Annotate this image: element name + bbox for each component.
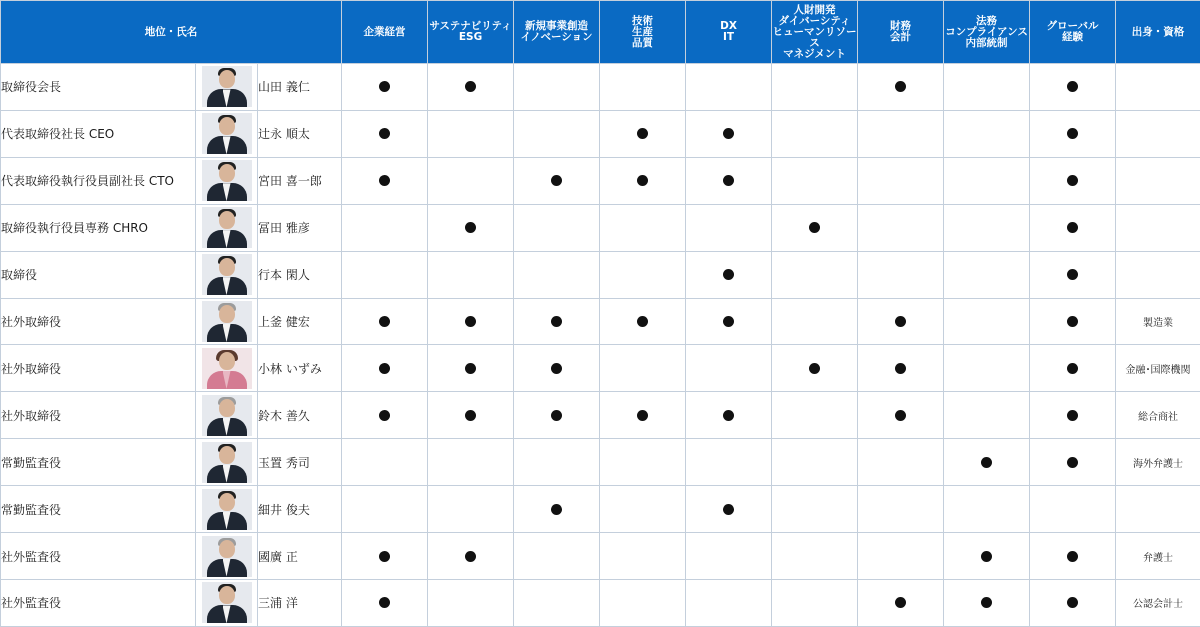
member-photo-cell — [196, 64, 258, 111]
skill-cell — [858, 251, 944, 298]
skill-cell — [686, 579, 772, 626]
skill-cell — [514, 64, 600, 111]
member-qualification — [1116, 486, 1200, 533]
skill-dot-icon — [981, 551, 992, 562]
skill-cell — [858, 392, 944, 439]
skill-cell — [428, 486, 514, 533]
member-name: 辻永 順太 — [258, 110, 342, 157]
skill-cell — [600, 579, 686, 626]
member-portrait — [202, 442, 252, 483]
skill-cell — [858, 439, 944, 486]
skill-cell — [944, 439, 1030, 486]
skill-cell — [1030, 251, 1116, 298]
member-qualification — [1116, 251, 1200, 298]
skill-cell — [1030, 110, 1116, 157]
member-role: 取締役会長 — [1, 64, 196, 111]
member-name: 行本 閑人 — [258, 251, 342, 298]
skill-cell — [514, 204, 600, 251]
member-qualification — [1116, 64, 1200, 111]
skill-cell — [428, 345, 514, 392]
member-photo-cell — [196, 533, 258, 580]
skill-cell — [772, 251, 858, 298]
skill-cell — [686, 439, 772, 486]
skill-dot-icon — [465, 222, 476, 233]
skill-cell — [1030, 345, 1116, 392]
skill-cell — [858, 64, 944, 111]
member-portrait — [202, 160, 252, 201]
skill-cell — [944, 204, 1030, 251]
skill-dot-icon — [1067, 597, 1078, 608]
member-role: 常勤監査役 — [1, 439, 196, 486]
member-qualification — [1116, 204, 1200, 251]
header-skill: 人財開発 ダイバーシティ ヒューマンリソース マネジメント — [772, 1, 858, 64]
skill-cell — [1030, 486, 1116, 533]
skill-cell — [944, 533, 1030, 580]
member-name: 細井 俊夫 — [258, 486, 342, 533]
skill-cell — [1030, 64, 1116, 111]
skill-cell — [686, 64, 772, 111]
skill-dot-icon — [637, 410, 648, 421]
header-position-name: 地位・氏名 — [1, 1, 342, 64]
member-portrait — [202, 254, 252, 295]
member-qualification: 総合商社 — [1116, 392, 1200, 439]
skill-cell — [428, 579, 514, 626]
skill-cell — [600, 64, 686, 111]
skill-cell — [686, 110, 772, 157]
skill-cell — [514, 110, 600, 157]
skill-cell — [858, 157, 944, 204]
skill-cell — [944, 392, 1030, 439]
skill-dot-icon — [723, 410, 734, 421]
member-portrait — [202, 395, 252, 436]
skill-dot-icon — [723, 128, 734, 139]
member-row — [1, 533, 1200, 580]
header-skill: 新規事業創造 イノベーション — [514, 1, 600, 64]
skill-cell — [600, 439, 686, 486]
skill-cell — [514, 345, 600, 392]
skill-cell — [1030, 439, 1116, 486]
member-qualification — [1116, 110, 1200, 157]
skill-dot-icon — [551, 504, 562, 515]
skill-cell — [944, 64, 1030, 111]
skill-dot-icon — [637, 316, 648, 327]
skill-cell — [1030, 204, 1116, 251]
skill-cell — [600, 204, 686, 251]
header-skill: 財務 会計 — [858, 1, 944, 64]
member-role: 常勤監査役 — [1, 486, 196, 533]
member-qualification: 海外弁護士 — [1116, 439, 1200, 486]
member-name: 山田 義仁 — [258, 64, 342, 111]
skill-cell — [858, 204, 944, 251]
member-row — [1, 110, 1200, 157]
skill-dot-icon — [379, 597, 390, 608]
skill-dot-icon — [379, 551, 390, 562]
skill-cell — [772, 204, 858, 251]
skill-cell — [342, 533, 428, 580]
skill-cell — [1030, 579, 1116, 626]
skill-cell — [772, 533, 858, 580]
member-role: 取締役執行役員専務 CHRO — [1, 204, 196, 251]
member-row — [1, 251, 1200, 298]
skill-dot-icon — [895, 81, 906, 92]
skill-dot-icon — [981, 457, 992, 468]
member-portrait — [202, 489, 252, 530]
member-photo-cell — [196, 110, 258, 157]
skill-cell — [514, 392, 600, 439]
skill-dot-icon — [465, 316, 476, 327]
member-photo-cell — [196, 486, 258, 533]
skill-cell — [600, 533, 686, 580]
member-row — [1, 204, 1200, 251]
skill-cell — [428, 533, 514, 580]
matrix-body — [1, 64, 1200, 627]
skill-cell — [772, 298, 858, 345]
member-role: 社外取締役 — [1, 345, 196, 392]
skill-cell — [514, 157, 600, 204]
member-qualification — [1116, 157, 1200, 204]
member-role: 社外監査役 — [1, 579, 196, 626]
skill-cell — [342, 64, 428, 111]
skill-cell — [1030, 392, 1116, 439]
member-name: 三浦 洋 — [258, 579, 342, 626]
skill-cell — [772, 579, 858, 626]
skill-dot-icon — [465, 551, 476, 562]
skill-cell — [686, 345, 772, 392]
header-skill: サステナビリティ ESG — [428, 1, 514, 64]
skill-dot-icon — [895, 410, 906, 421]
skill-dot-icon — [1067, 128, 1078, 139]
member-name: 鈴木 善久 — [258, 392, 342, 439]
member-portrait — [202, 113, 252, 154]
skill-cell — [514, 533, 600, 580]
skill-dot-icon — [465, 410, 476, 421]
skill-dot-icon — [551, 316, 562, 327]
skill-cell — [686, 251, 772, 298]
skill-dot-icon — [809, 363, 820, 374]
skill-dot-icon — [379, 316, 390, 327]
skill-dot-icon — [981, 597, 992, 608]
skill-cell — [428, 157, 514, 204]
member-photo-cell — [196, 298, 258, 345]
skill-dot-icon — [637, 175, 648, 186]
skill-cell — [858, 579, 944, 626]
member-role: 社外監査役 — [1, 533, 196, 580]
member-photo-cell — [196, 251, 258, 298]
skill-cell — [428, 204, 514, 251]
skill-cell — [686, 486, 772, 533]
skill-cell — [686, 157, 772, 204]
skill-cell — [342, 204, 428, 251]
member-qualification: 弁護士 — [1116, 533, 1200, 580]
skill-cell — [600, 298, 686, 345]
member-role: 社外取締役 — [1, 298, 196, 345]
skill-dot-icon — [551, 175, 562, 186]
member-name: 玉置 秀司 — [258, 439, 342, 486]
skill-cell — [858, 345, 944, 392]
member-portrait — [202, 207, 252, 248]
skill-dot-icon — [551, 410, 562, 421]
skill-cell — [944, 579, 1030, 626]
skill-cell — [686, 204, 772, 251]
skill-cell — [772, 392, 858, 439]
member-photo-cell — [196, 204, 258, 251]
skill-cell — [1030, 298, 1116, 345]
skill-cell — [514, 251, 600, 298]
skill-cell — [342, 110, 428, 157]
skill-cell — [600, 157, 686, 204]
skill-cell — [772, 64, 858, 111]
member-photo-cell — [196, 345, 258, 392]
skill-cell — [342, 251, 428, 298]
skill-cell — [428, 392, 514, 439]
skill-cell — [600, 345, 686, 392]
member-role: 代表取締役執行役員副社長 CTO — [1, 157, 196, 204]
header-skill: DX IT — [686, 1, 772, 64]
member-row — [1, 157, 1200, 204]
skill-dot-icon — [809, 222, 820, 233]
skill-cell — [944, 486, 1030, 533]
skill-dot-icon — [1067, 269, 1078, 280]
skill-cell — [514, 579, 600, 626]
skill-cell — [772, 439, 858, 486]
skill-dot-icon — [723, 316, 734, 327]
member-photo-cell — [196, 392, 258, 439]
skill-dot-icon — [895, 363, 906, 374]
skill-cell — [514, 486, 600, 533]
skill-dot-icon — [895, 597, 906, 608]
member-portrait — [202, 582, 252, 623]
member-role: 代表取締役社長 CEO — [1, 110, 196, 157]
skill-cell — [428, 298, 514, 345]
member-role: 取締役 — [1, 251, 196, 298]
skill-dot-icon — [1067, 175, 1078, 186]
member-row — [1, 439, 1200, 486]
skill-cell — [944, 298, 1030, 345]
skill-cell — [428, 251, 514, 298]
skill-dot-icon — [895, 316, 906, 327]
skill-cell — [514, 439, 600, 486]
member-row — [1, 392, 1200, 439]
skill-cell — [342, 439, 428, 486]
header-qualification: 出身・資格 — [1116, 1, 1200, 64]
skill-cell — [686, 392, 772, 439]
skill-cell — [858, 298, 944, 345]
skill-cell — [342, 298, 428, 345]
skill-dot-icon — [379, 410, 390, 421]
header-row — [1, 1, 1200, 64]
skill-cell — [428, 439, 514, 486]
skill-dot-icon — [465, 363, 476, 374]
skill-cell — [772, 157, 858, 204]
skill-dot-icon — [379, 81, 390, 92]
skill-cell — [600, 110, 686, 157]
skill-cell — [772, 110, 858, 157]
member-photo-cell — [196, 439, 258, 486]
member-name: 小林 いずみ — [258, 345, 342, 392]
skill-cell — [944, 157, 1030, 204]
skill-dot-icon — [637, 128, 648, 139]
skill-dot-icon — [379, 175, 390, 186]
member-qualification: 公認会計士 — [1116, 579, 1200, 626]
skill-dot-icon — [1067, 81, 1078, 92]
skill-cell — [1030, 533, 1116, 580]
skill-dot-icon — [723, 175, 734, 186]
member-row — [1, 486, 1200, 533]
member-photo-cell — [196, 579, 258, 626]
skill-dot-icon — [1067, 222, 1078, 233]
skill-cell — [858, 110, 944, 157]
member-row — [1, 298, 1200, 345]
skill-cell — [772, 345, 858, 392]
skill-cell — [342, 392, 428, 439]
member-photo-cell — [196, 157, 258, 204]
skill-cell — [858, 533, 944, 580]
skill-dot-icon — [723, 504, 734, 515]
member-qualification: 金融･国際機関 — [1116, 345, 1200, 392]
skill-cell — [600, 251, 686, 298]
skill-dot-icon — [1067, 551, 1078, 562]
member-name: 國廣 正 — [258, 533, 342, 580]
skill-cell — [428, 64, 514, 111]
skill-cell — [428, 110, 514, 157]
skill-dot-icon — [379, 128, 390, 139]
skill-cell — [944, 345, 1030, 392]
header-skill: 法務 コンプライアンス 内部統制 — [944, 1, 1030, 64]
member-portrait — [202, 301, 252, 342]
member-portrait — [202, 348, 252, 389]
skill-cell — [686, 533, 772, 580]
skill-cell — [514, 298, 600, 345]
skill-cell — [342, 157, 428, 204]
skill-cell — [858, 486, 944, 533]
member-role: 社外取締役 — [1, 392, 196, 439]
header-skill: 技術 生産 品質 — [600, 1, 686, 64]
skill-cell — [342, 486, 428, 533]
skill-cell — [1030, 157, 1116, 204]
member-portrait — [202, 536, 252, 577]
skill-cell — [342, 579, 428, 626]
skill-cell — [600, 392, 686, 439]
member-name: 宮田 喜一郎 — [258, 157, 342, 204]
skill-cell — [686, 298, 772, 345]
skill-cell — [342, 345, 428, 392]
skill-dot-icon — [551, 363, 562, 374]
member-portrait — [202, 66, 252, 107]
skill-dot-icon — [723, 269, 734, 280]
skill-dot-icon — [1067, 363, 1078, 374]
skill-dot-icon — [1067, 316, 1078, 327]
header-skill: 企業経営 — [342, 1, 428, 64]
skill-cell — [944, 110, 1030, 157]
member-row — [1, 345, 1200, 392]
skill-dot-icon — [1067, 410, 1078, 421]
member-row — [1, 64, 1200, 111]
skill-dot-icon — [465, 81, 476, 92]
header-skill: グローバル 経験 — [1030, 1, 1116, 64]
skill-cell — [944, 251, 1030, 298]
member-row — [1, 579, 1200, 626]
skill-dot-icon — [1067, 457, 1078, 468]
skill-cell — [600, 486, 686, 533]
member-name: 上釜 健宏 — [258, 298, 342, 345]
member-qualification: 製造業 — [1116, 298, 1200, 345]
skill-cell — [772, 486, 858, 533]
member-name: 冨田 雅彦 — [258, 204, 342, 251]
skill-dot-icon — [379, 363, 390, 374]
